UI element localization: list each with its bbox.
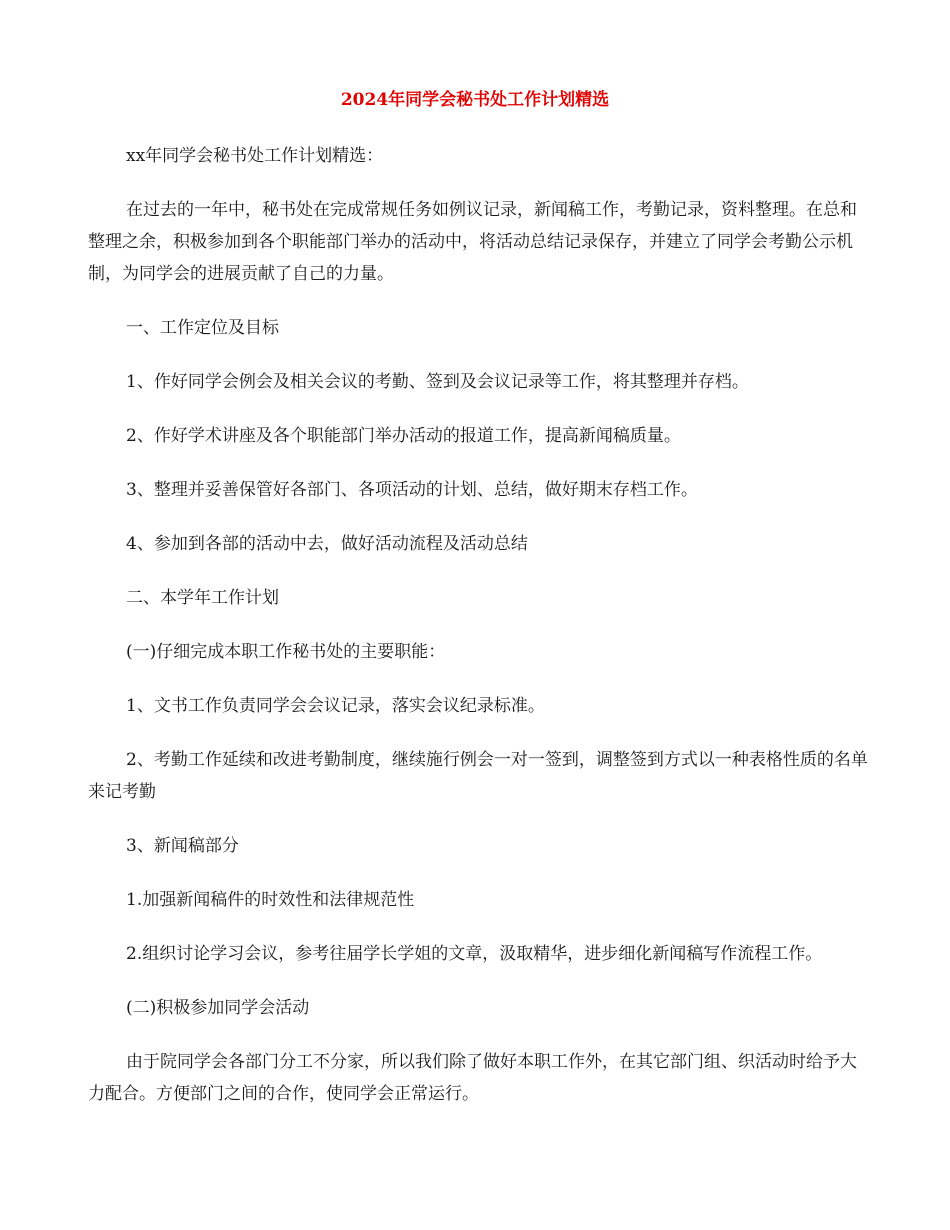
paragraph-summary: 在过去的一年中，秘书处在完成常规任务如例议记录，新闻稿工作，考勤记录，资料整理。在总和整理之余，积极参加到各个职能部门举办的活动中，将活动总结记录保存，并建立了同学会考勤公示机制，为同学会的进展贡献了自己的力量。: [88, 200, 857, 284]
list-item: 1、文书工作负责同学会会议记录，落实会议纪录标准。: [126, 696, 545, 716]
paragraph-closing: 由于院同学会各部门分工不分家，所以我们除了做好本职工作外，在其它部门组、织活动时给予大力配合。方便部门之间的合作，使同学会正常运行。: [88, 1052, 857, 1104]
section-heading-2: 二、本学年工作计划: [126, 588, 279, 608]
list-item: 2、作好学术讲座及各个职能部门举办活动的报道工作，提高新闻稿质量。: [126, 426, 681, 446]
subsection-heading-2: (二)积极参加同学会活动: [126, 998, 310, 1018]
paragraph-intro: xx年同学会秘书处工作计划精选：: [126, 146, 384, 166]
subsection-heading-1: (一)仔细完成本职工作秘书处的主要职能：: [126, 642, 446, 662]
list-item: 1.加强新闻稿件的时效性和法律规范性: [126, 890, 415, 910]
list-item: 3、整理并妥善保管好各部门、各项活动的计划、总结，做好期末存档工作。: [126, 480, 698, 500]
document-body: [88, 140, 868, 1132]
list-item: 2、考勤工作延续和改进考勤制度，继续施行例会一对一签到，调整签到方式以一种表格性质的名单来记考勤: [88, 750, 868, 802]
list-item: 1、作好同学会例会及相关会议的考勤、签到及会议记录等工作，将其整理并存档。: [126, 372, 749, 392]
section-heading-1: 一、工作定位及目标: [126, 318, 279, 338]
list-item: 4、参加到各部的活动中去，做好活动流程及活动总结: [126, 534, 528, 554]
document-title: 2024年同学会秘书处工作计划精选: [340, 90, 610, 110]
list-item: 3、新闻稿部分: [126, 836, 239, 856]
list-item: 2.组织讨论学习会议，参考往届学长学姐的文章，汲取精华，进步细化新闻稿写作流程工作。: [126, 944, 823, 964]
